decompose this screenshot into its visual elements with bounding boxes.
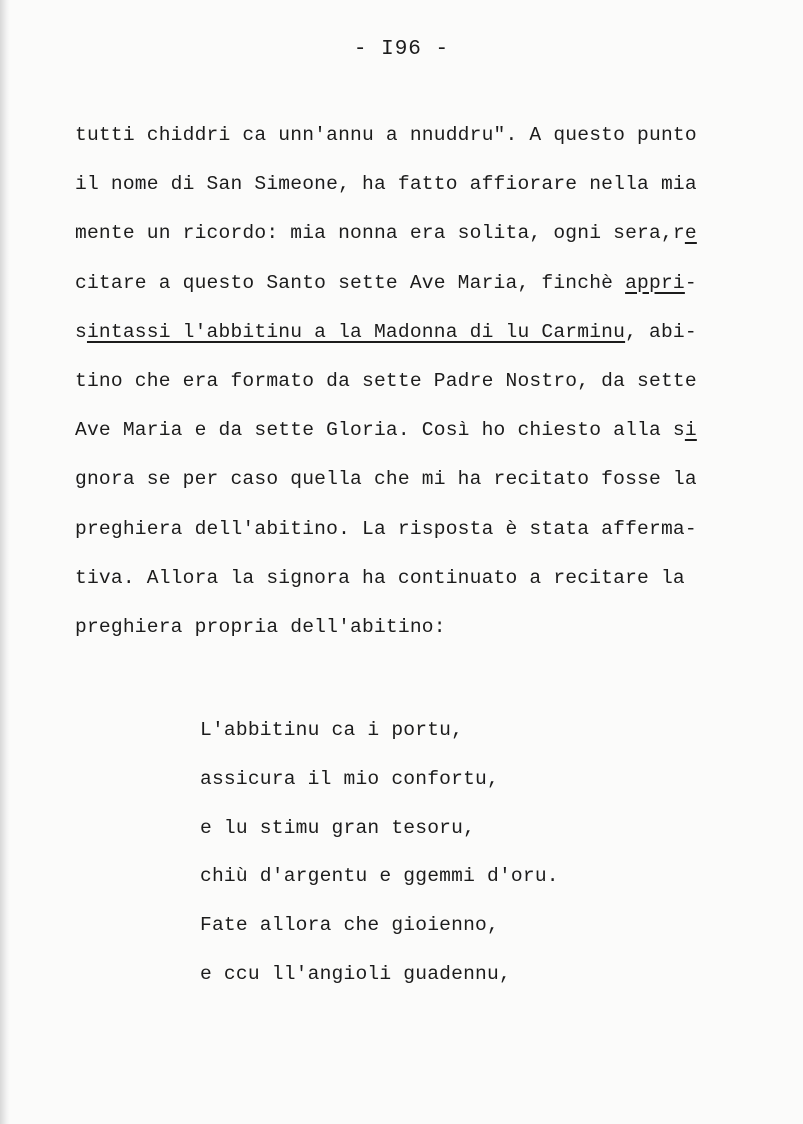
underlined-text: i xyxy=(684,419,697,442)
text-segment: Ave Maria e da sette Gloria. Così ho chiesto alla s xyxy=(75,419,685,442)
text-segment: s xyxy=(75,320,87,343)
verse-line: e lu stimu gran tesoru, xyxy=(200,816,476,839)
text-segment: il nome di San Simeone, ha fatto affiorare nella mia xyxy=(75,173,697,196)
text-segment: tutti chiddri ca unn'annu a nnuddru". A questo punto xyxy=(75,124,697,146)
text-segment: preghiera dell'abitino. La risposta è stata afferma- xyxy=(75,517,697,540)
text-line xyxy=(75,514,735,563)
underlined-text: appri xyxy=(625,271,685,294)
text-segment: citare a questo Santo sette Ave Maria, finchè xyxy=(75,271,626,294)
text-line xyxy=(75,612,735,661)
text-line xyxy=(75,268,735,317)
underlined-text: intassi l'abbitinu a la Madonna di lu Carminu xyxy=(86,320,626,343)
text-segment: mente un ricordo: mia nonna era solita, ogni sera,r xyxy=(75,222,685,245)
underlined-text: e xyxy=(684,222,697,245)
text-line xyxy=(75,415,735,464)
text-line xyxy=(75,169,735,218)
text-line xyxy=(75,464,735,513)
verse-line: L'abbitinu ca i portu, xyxy=(200,719,464,741)
text-segment: tiva. Allora la signora ha continuato a recitare la xyxy=(75,566,685,589)
text-segment: gnora se per caso quella che mi ha recitato fosse la xyxy=(75,468,697,491)
text-segment: preghiera propria dell'abitino: xyxy=(75,615,446,638)
text-line xyxy=(75,563,735,612)
text-segment: , abi- xyxy=(625,320,697,343)
body-paragraph xyxy=(75,120,735,661)
verse-line: Fate allora che gioienno, xyxy=(200,914,499,937)
page-number: - I96 - xyxy=(353,38,450,61)
verse-line: e ccu ll'angioli guadennu, xyxy=(200,962,511,985)
page-edge-shadow xyxy=(0,0,10,1124)
text-line xyxy=(75,366,735,415)
text-segment: tino che era formato da sette Padre Nostro, da sette xyxy=(75,369,697,392)
verse-line: assicura il mio confortu, xyxy=(200,767,499,790)
text-line xyxy=(75,120,735,169)
text-segment: - xyxy=(684,271,697,294)
verse-line: chiù d'argentu e ggemmi d'oru. xyxy=(200,865,559,888)
prayer-verse xyxy=(200,715,700,1008)
text-line xyxy=(75,317,735,366)
text-line xyxy=(75,218,735,267)
